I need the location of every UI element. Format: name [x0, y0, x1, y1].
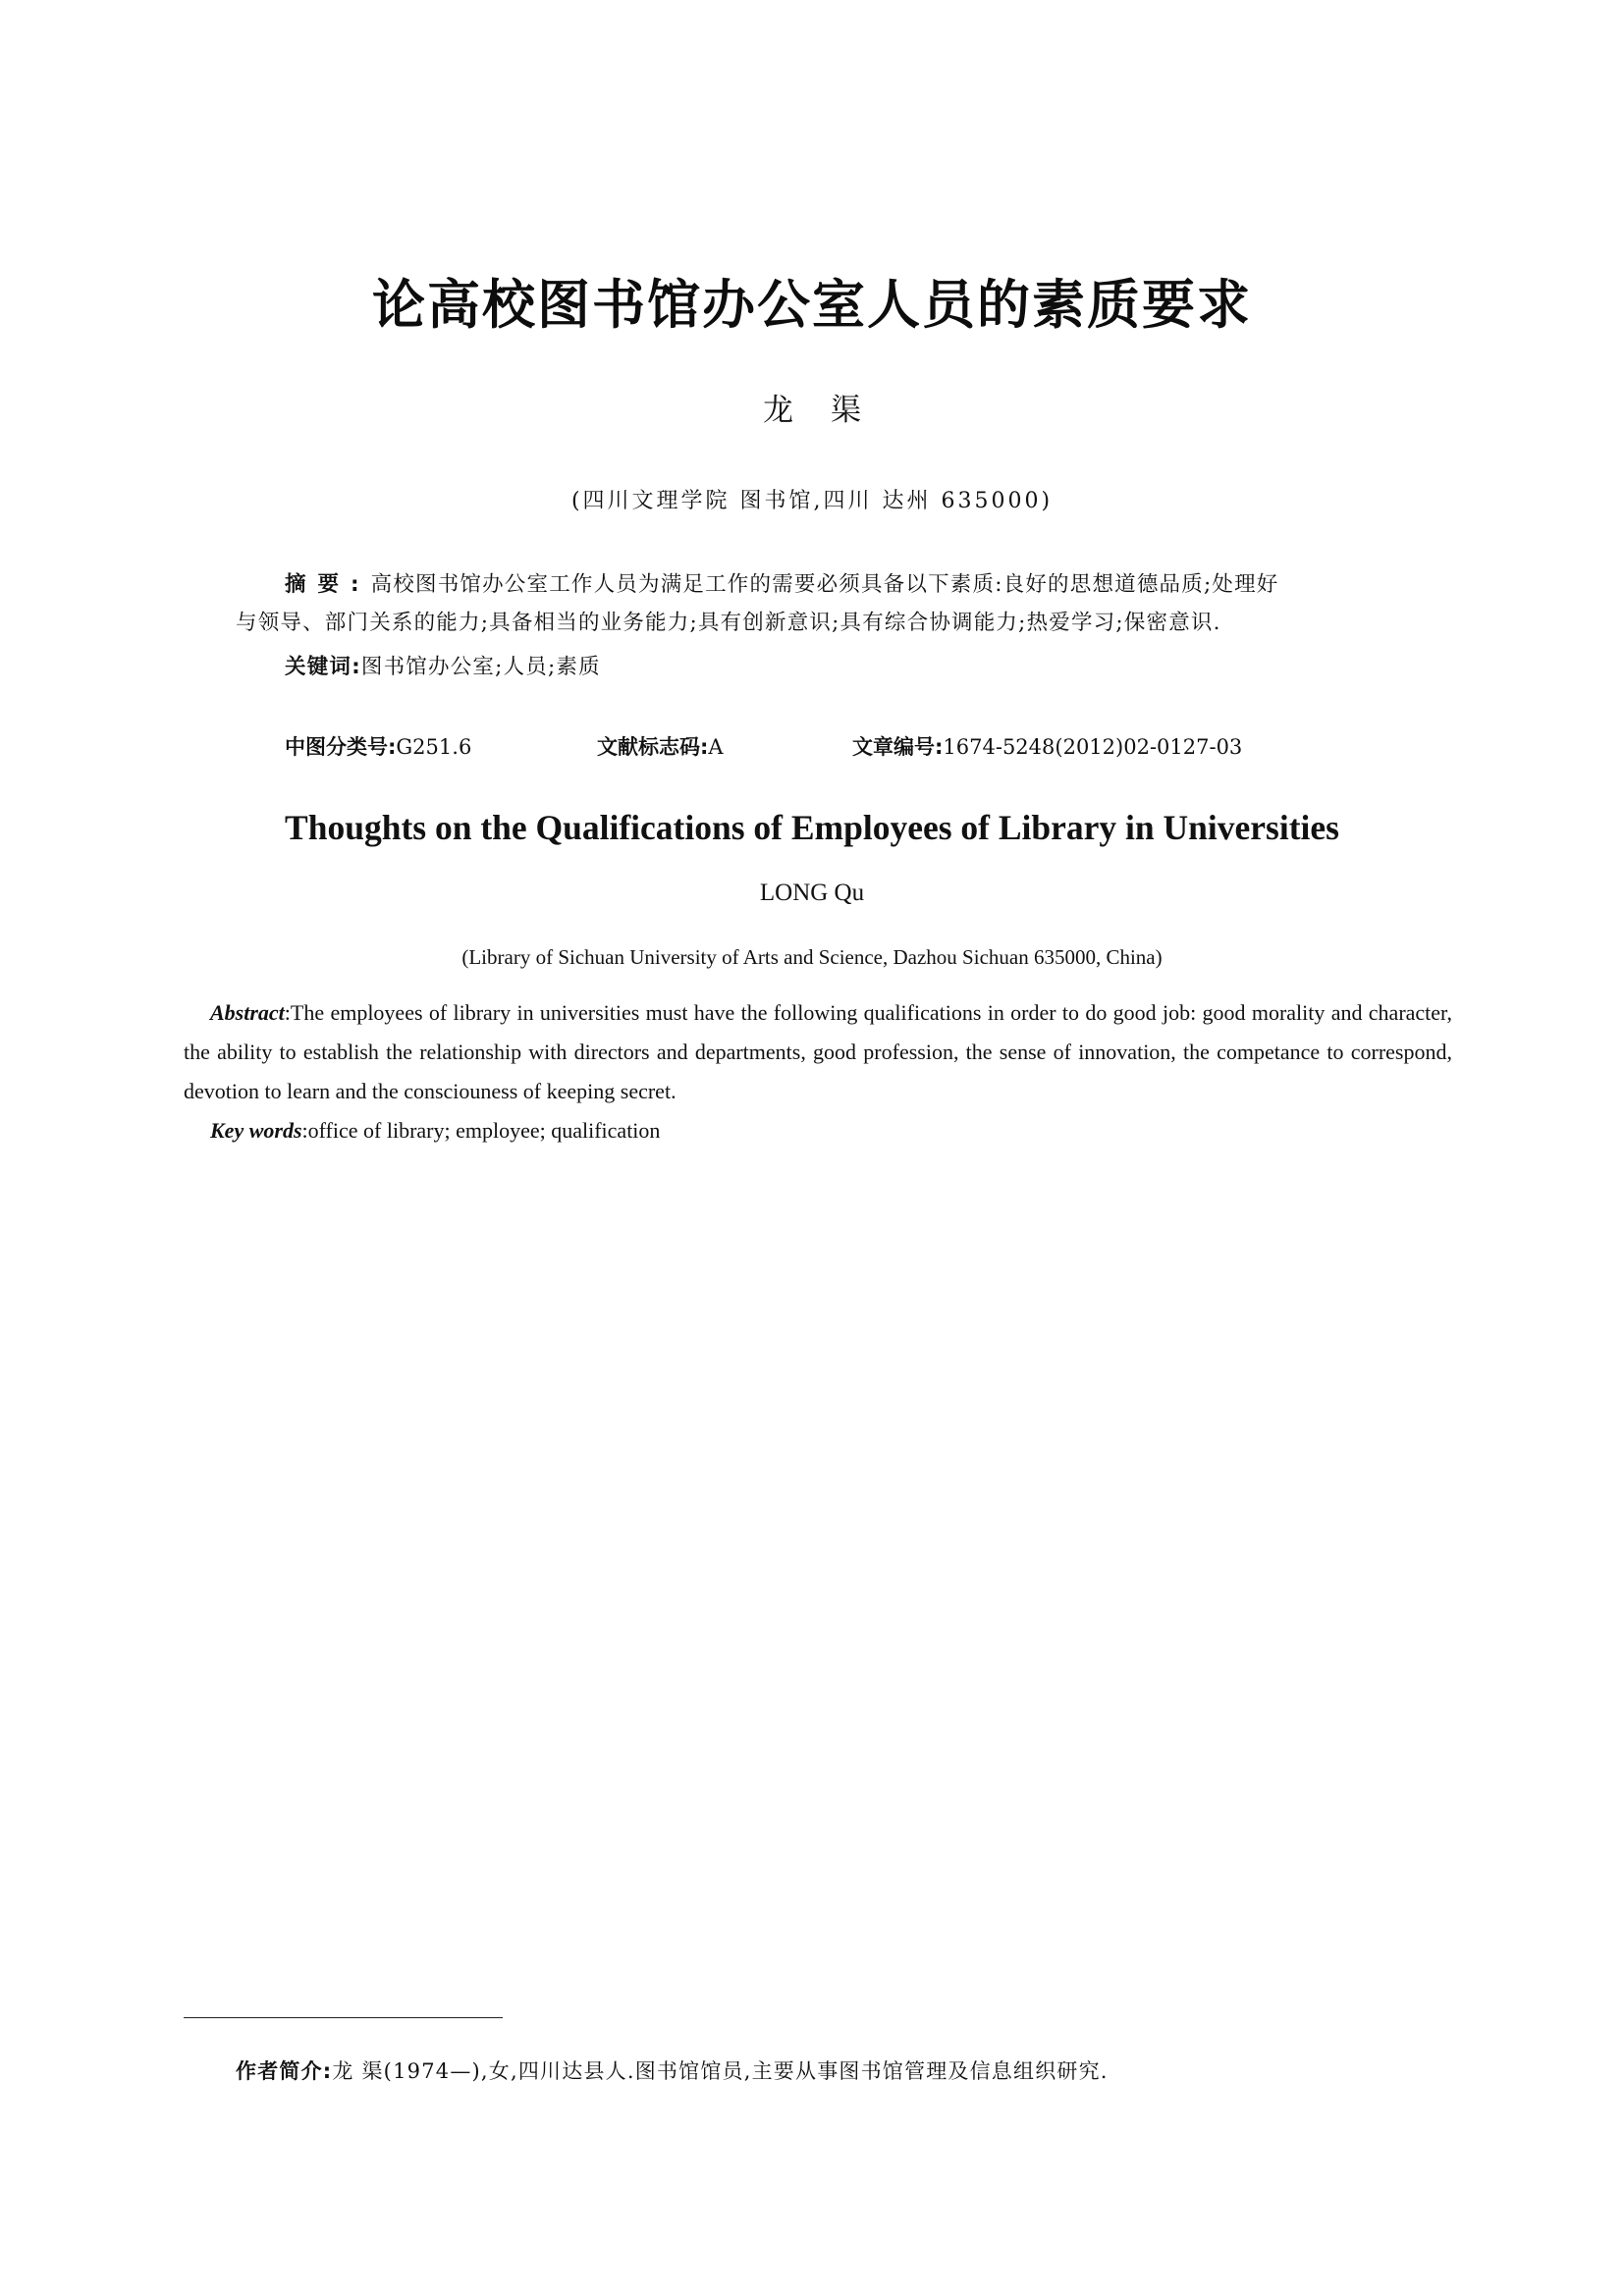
english-title: Thoughts on the Qualifications of Employees of Library in Universities — [285, 808, 1339, 847]
clc-value: G251.6 — [396, 735, 472, 759]
chinese-affiliation: (四川文理学院 图书馆,四川 达州 635000) — [570, 489, 1054, 513]
english-abstract — [184, 993, 1452, 1111]
chinese-abstract-line-1 — [236, 565, 1414, 604]
english-keywords-separator: : — [301, 1118, 308, 1143]
chinese-abstract-text-1: 高校图书馆办公室工作人员为满足工作的需要必须具备以下素质:良好的思想道德品质;处理好 — [370, 572, 1279, 597]
article-number-label: 文章编号: — [852, 735, 944, 759]
english-abstract-label: Abstract — [210, 1000, 285, 1025]
chinese-title: 论高校图书馆办公室人员的素质要求 — [372, 274, 1252, 336]
chinese-author: 龙渠 — [763, 393, 898, 428]
english-keywords-label: Key words — [210, 1118, 302, 1143]
english-abstract-separator: : — [284, 1000, 291, 1025]
english-affiliation: (Library of Sichuan University of Arts and Science, Dazhou Sichuan 635000, China) — [461, 945, 1163, 969]
english-keywords-text: office of library; employee; qualification — [307, 1118, 661, 1143]
article-number — [852, 731, 1242, 761]
footnote-divider — [184, 2017, 503, 2018]
document-code — [597, 731, 724, 761]
chinese-abstract-line-2: 与领导、部门关系的能力;具备相当的业务能力;具有创新意识;具有综合协调能力;热爱学习;保密意识. — [236, 611, 1221, 635]
english-author: LONG Qu — [759, 880, 865, 906]
author-footnote — [236, 2056, 1109, 2085]
document-code-label: 文献标志码: — [597, 735, 709, 759]
document-code-value: A — [708, 735, 724, 759]
english-abstract-text: The employees of library in universities must have the following qualifications in order to do good job: good morality and character, the ability to establish the relationship with directors and departments, good profession, the sense of innovation, the competance to correspond, devotion to learn and the consciouness of keeping secret. — [184, 1000, 1452, 1103]
chinese-abstract — [236, 565, 1414, 642]
chinese-keywords-text: 图书馆办公室;人员;素质 — [360, 655, 601, 679]
chinese-keywords — [285, 648, 1365, 686]
english-keywords — [210, 1111, 1388, 1150]
footnote-label: 作者简介: — [236, 2059, 333, 2083]
chinese-abstract-label: 摘要: — [285, 572, 371, 597]
clc-label: 中图分类号: — [285, 735, 397, 759]
clc-number — [285, 731, 471, 761]
footnote-text: 龙 渠(1974—),女,四川达县人.图书馆馆员,主要从事图书馆管理及信息组织研究. — [332, 2059, 1109, 2083]
article-number-value: 1674-5248(2012)02-0127-03 — [943, 735, 1243, 759]
chinese-keywords-label: 关键词: — [285, 655, 361, 679]
